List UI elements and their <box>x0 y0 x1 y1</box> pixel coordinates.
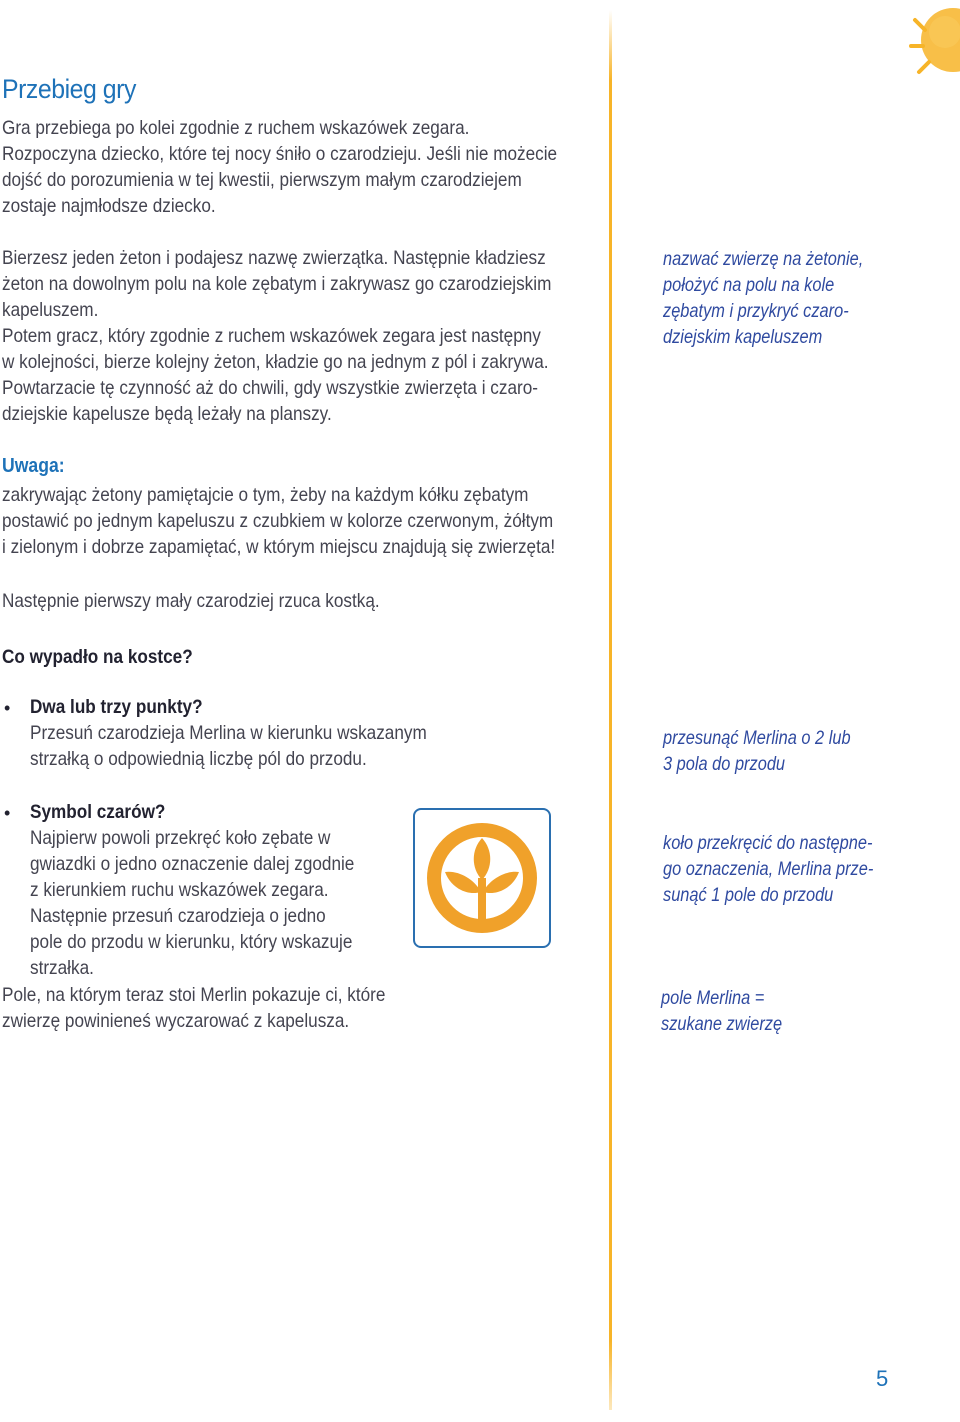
sun-decoration-icon <box>905 0 960 90</box>
steps-paragraph: Bierzesz jeden żeton i podajesz nazwę zwierzątka. Następnie kładziesz żeton na dowolnym polu na kole zębatym i zakrywasz go czarodziejskim kapeluszem. Potem gracz, który zgodnie z ruchem wskazówek zegara jest następny w kolejności, bierze kolejny żeton, kładzie go na jednym z pól i zakrywa. Powtarzacie tę czynność aż do chwili, gdy wszystkie zwierzęta i czaro- dziejskie kapelusze będą leżały na planszy. <box>2 247 552 425</box>
bullet-two-three-points: Dwa lub trzy punkty? Przesuń czarodzieja Merlina w kierunku wskazanym strzałką o odpowiednią liczbę pól do przodu. <box>30 696 427 770</box>
bullet-marker: • <box>4 698 11 718</box>
sidenote-move-merlin: przesunąć Merlina o 2 lub 3 pola do przodu <box>663 727 851 775</box>
bullet-magic-symbol: Symbol czarów? Najpierw powoli przekręć koło zębate w gwiazdki o jedno oznaczenie dalej zgodnie z kierunkiem ruchu wskazówek zegara. Następnie przesuń czarodzieja o jedno pole do przodu w kierunku, który wskazuje strzałka. <box>30 801 355 979</box>
column-divider <box>609 10 612 1410</box>
page-number: 5 <box>876 1366 889 1391</box>
sidenote-merlin-field: pole Merlina = szukane zwierzę <box>661 987 783 1035</box>
conclusion-paragraph: Pole, na którym teraz stoi Merlin pokazuje ci, które zwierzę powinieneś wyczarować z kapelusza. <box>2 984 386 1032</box>
bullet-marker: • <box>4 803 11 823</box>
note-title: Uwaga: <box>2 455 65 477</box>
note-paragraph: zakrywając żetony pamiętajcie o tym, żeby na każdym kółku zębatym postawić po jednym kapeluszu z czubkiem w kolorze czerwonym, żółtym i zielonym i dobrze zapamiętać, w którym miejscu znajdują się zwierzęta! <box>2 484 556 558</box>
dice-question: Co wypadło na kostce? <box>2 646 193 668</box>
magic-symbol-tile <box>413 808 551 948</box>
sidenote-place-token: nazwać zwierzę na żetonie, położyć na polu na kole zębatym i przykryć czaro- dziejskim kapeluszem <box>663 248 864 348</box>
sidenote-turn-wheel: koło przekręcić do następne- go oznaczenia, Merlina prze- sunąć 1 pole do przodu <box>663 832 874 906</box>
dice-throw-text: Następnie pierwszy mały czarodziej rzuca kostką. <box>2 590 380 612</box>
intro-paragraph: Gra przebiega po kolei zgodnie z ruchem wskazówek zegara. Rozpoczyna dziecko, które tej nocy śniło o czarodzieju. Jeśli nie możecie dojść do porozumienia w tej kwestii, pierwszym małym czarodziejem zostaje najmłodsze dziecko. <box>2 117 558 217</box>
leaf-circle-icon <box>415 810 549 946</box>
page-heading: Przebieg gry <box>2 74 136 104</box>
